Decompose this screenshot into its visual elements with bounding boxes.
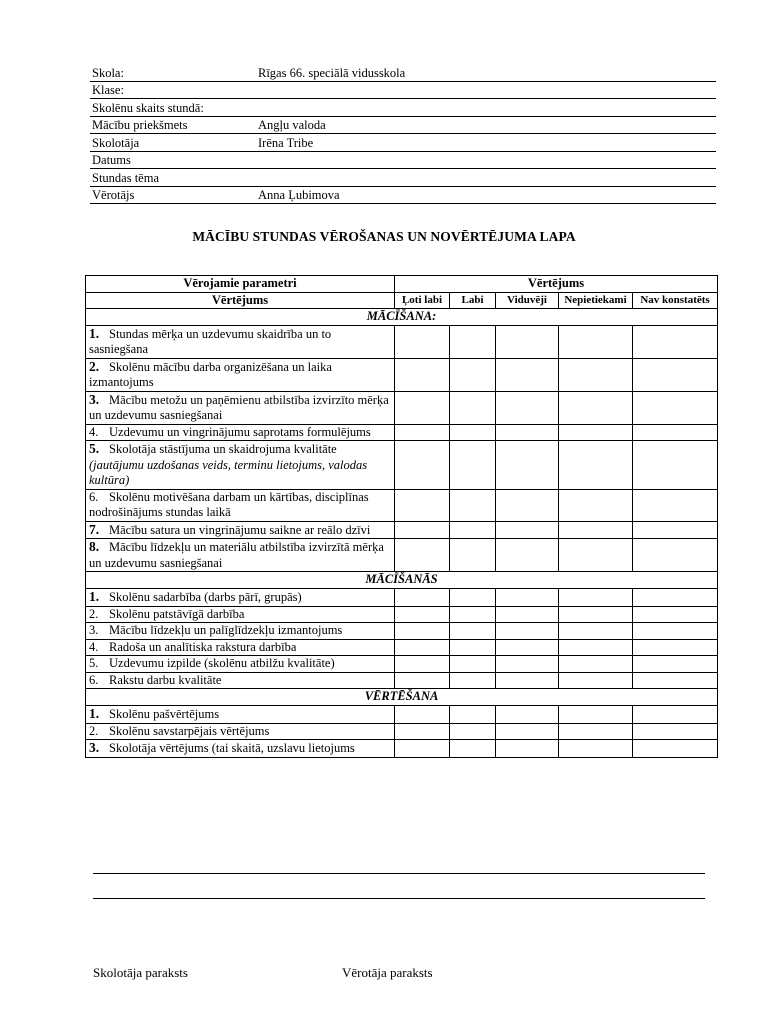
rating-cell[interactable]	[496, 391, 559, 424]
criterion-text: Mācību satura un vingrinājumu saikne ar reālo dzīvi	[109, 522, 371, 537]
rating-cell[interactable]	[633, 589, 718, 607]
criterion-number: 6.	[89, 672, 99, 687]
rating-cell[interactable]	[496, 358, 559, 391]
rating-cell[interactable]	[559, 706, 633, 724]
table-row	[86, 325, 718, 358]
rating-cell[interactable]	[450, 539, 496, 572]
info-row-class	[90, 81, 716, 99]
criterion-number: 3.	[89, 391, 100, 407]
rating-cell[interactable]	[633, 391, 718, 424]
table-header-row	[86, 276, 718, 293]
rating-cell[interactable]	[450, 589, 496, 607]
rating-cell[interactable]	[633, 656, 718, 673]
rating-cell[interactable]	[559, 639, 633, 656]
rating-cell[interactable]	[450, 391, 496, 424]
observer-signature-label: Vērotāja paraksts	[342, 965, 433, 980]
table-row	[86, 723, 718, 740]
criterion-number: 5.	[89, 441, 100, 456]
info-value: Irēna Tribe	[256, 134, 716, 152]
rating-cell[interactable]	[496, 672, 559, 689]
criterion-text: Skolēnu mācību darba organizēšana un laika izmantojums	[89, 359, 332, 389]
rating-cell[interactable]	[395, 623, 450, 640]
rating-cell[interactable]	[395, 325, 450, 358]
criterion-text: Stundas mērķa un uzdevumu skaidrība un to sasniegšana	[89, 326, 332, 356]
rating-cell[interactable]	[395, 656, 450, 673]
criterion-text: Skolēnu savstarpējais vērtējums	[109, 723, 270, 738]
rating-cell[interactable]	[559, 539, 633, 572]
info-row-students	[90, 99, 716, 117]
criterion-text: Uzdevumu izpilde (skolēnu atbilžu kvalitāte)	[109, 656, 335, 670]
rating-cell[interactable]	[450, 521, 496, 539]
rating-cell[interactable]	[450, 623, 496, 640]
criterion-text: Mācību līdzekļu un materiālu atbilstība izvirzītā mērķa un uzdevumu sasniegšanai	[89, 540, 384, 570]
rating-cell[interactable]	[450, 606, 496, 623]
rating-cell[interactable]	[450, 740, 496, 758]
table-row	[86, 706, 718, 724]
rating-cell[interactable]	[559, 656, 633, 673]
section-row	[86, 308, 718, 325]
criterion-cell	[86, 723, 395, 740]
criterion-number: 4.	[89, 639, 99, 654]
rating-cell[interactable]	[559, 606, 633, 623]
info-row-observer	[90, 186, 716, 204]
table-row	[86, 740, 718, 758]
rating-cell[interactable]	[395, 424, 450, 441]
criterion-text: Skolotāja vērtējums (tai skaitā, uzslavu lietojums	[109, 741, 355, 755]
table-row	[86, 606, 718, 623]
criterion-number: 1.	[89, 325, 100, 341]
rating-cell[interactable]	[395, 723, 450, 740]
rating-cell[interactable]	[395, 740, 450, 758]
info-value: Rīgas 66. speciālā vidusskola	[256, 64, 716, 81]
comment-line	[93, 898, 705, 899]
rating-cell[interactable]	[496, 424, 559, 441]
teacher-signature-label: Skolotāja paraksts	[93, 965, 188, 980]
rating-cell[interactable]	[559, 589, 633, 607]
criterion-number: 3.	[89, 623, 99, 637]
info-label: Mācību priekšmets	[90, 116, 256, 134]
rating-cell[interactable]	[496, 606, 559, 623]
table-row	[86, 521, 718, 539]
rating-col-insufficient: Nepietiekami	[559, 292, 633, 308]
rating-cell[interactable]	[395, 706, 450, 724]
rating-cell[interactable]	[395, 441, 450, 490]
section-row	[86, 572, 718, 589]
info-value: Anna Ļubimova	[256, 186, 716, 204]
info-label: Stundas tēma	[90, 169, 256, 187]
rating-col-average: Viduvēji	[496, 292, 559, 308]
rating-cell[interactable]	[395, 539, 450, 572]
rating-subheader-row	[86, 292, 718, 308]
criterion-cell	[86, 391, 395, 424]
criterion-number: 8.	[89, 539, 100, 554]
rating-cell[interactable]	[559, 391, 633, 424]
table-row	[86, 489, 718, 521]
info-row-teacher	[90, 134, 716, 152]
criterion-text: Uzdevumu un vingrinājumu saprotams formulējums	[109, 424, 371, 439]
rating-cell[interactable]	[633, 606, 718, 623]
rating-cell[interactable]	[496, 723, 559, 740]
info-row-topic	[90, 169, 716, 187]
criterion-text: Skolēnu motivēšana darbam un kārtības, disciplīnas nodrošinājums stundas laikā	[89, 489, 369, 519]
criterion-number: 1.	[89, 589, 100, 604]
rating-cell[interactable]	[559, 424, 633, 441]
params-header: Vērojamie parametri	[86, 276, 395, 293]
criterion-text: Radoša un analītiska rakstura darbība	[109, 639, 297, 654]
section-row	[86, 689, 718, 706]
rating-cell[interactable]	[633, 723, 718, 740]
criterion-number: 2.	[89, 723, 99, 738]
rating-cell[interactable]	[450, 706, 496, 724]
criterion-text: Mācību līdzekļu un palīglīdzekļu izmantojums	[109, 623, 343, 637]
rating-header: Vērtējums	[395, 276, 718, 293]
rating-cell[interactable]	[559, 489, 633, 521]
criterion-cell	[86, 656, 395, 673]
criterion-number: 7.	[89, 521, 100, 537]
info-label: Skolotāja	[90, 134, 256, 152]
rating-cell[interactable]	[559, 441, 633, 490]
rating-cell[interactable]	[395, 521, 450, 539]
evaluation-body	[86, 308, 718, 757]
rating-cell[interactable]	[633, 489, 718, 521]
rating-cell[interactable]	[395, 672, 450, 689]
rating-col-not-observed: Nav konstatēts	[633, 292, 718, 308]
criterion-cell	[86, 325, 395, 358]
rating-cell[interactable]	[395, 358, 450, 391]
criterion-number: 1.	[89, 706, 100, 721]
info-value	[256, 151, 716, 169]
table-row	[86, 656, 718, 673]
rating-cell[interactable]	[450, 656, 496, 673]
criterion-text: Rakstu darbu kvalitāte	[109, 672, 222, 687]
criterion-cell	[86, 539, 395, 572]
criterion-number: 2.	[89, 358, 100, 374]
rating-cell[interactable]	[633, 424, 718, 441]
rating-cell[interactable]	[496, 623, 559, 640]
criterion-cell	[86, 441, 395, 490]
rating-cell[interactable]	[559, 521, 633, 539]
rating-cell[interactable]	[633, 639, 718, 656]
rating-cell[interactable]	[559, 325, 633, 358]
criterion-cell	[86, 424, 395, 441]
criterion-text: Skolotāja stāstījuma un skaidrojuma kvalitāte	[109, 442, 337, 456]
info-value	[256, 169, 716, 187]
table-row	[86, 424, 718, 441]
rating-cell[interactable]	[496, 589, 559, 607]
criterion-cell	[86, 589, 395, 607]
rating-cell[interactable]	[450, 489, 496, 521]
criterion-cell	[86, 521, 395, 539]
rating-cell[interactable]	[633, 672, 718, 689]
criterion-cell	[86, 639, 395, 656]
info-value: Angļu valoda	[256, 116, 716, 134]
criterion-number: 4.	[89, 424, 99, 439]
criterion-cell	[86, 358, 395, 391]
rating-cell[interactable]	[450, 325, 496, 358]
rating-cell[interactable]	[496, 539, 559, 572]
info-label: Vērotājs	[90, 186, 256, 204]
rating-subheader-label: Vērtējums	[86, 292, 395, 308]
table-row	[86, 539, 718, 572]
rating-cell[interactable]	[633, 521, 718, 539]
rating-cell[interactable]	[450, 672, 496, 689]
rating-cell[interactable]	[496, 325, 559, 358]
comment-line	[93, 873, 705, 874]
rating-cell[interactable]	[496, 521, 559, 539]
info-table	[90, 64, 716, 204]
rating-cell[interactable]	[559, 740, 633, 758]
rating-cell[interactable]	[450, 723, 496, 740]
criterion-cell	[86, 623, 395, 640]
info-label: Skolēnu skaits stundā:	[90, 99, 256, 117]
rating-cell[interactable]	[633, 441, 718, 490]
table-row	[86, 391, 718, 424]
page-title: MĀCĪBU STUNDAS VĒROŠANAS UN NOVĒRTĒJUMA LAPA	[192, 229, 576, 244]
info-label: Datums	[90, 151, 256, 169]
rating-cell[interactable]	[395, 391, 450, 424]
rating-cell[interactable]	[559, 723, 633, 740]
rating-cell[interactable]	[450, 639, 496, 656]
rating-cell[interactable]	[496, 740, 559, 758]
section-title: MĀCĪŠANĀS	[86, 572, 718, 589]
section-title: MĀCĪŠANA:	[86, 308, 718, 325]
criterion-number: 5.	[89, 656, 99, 670]
table-row	[86, 358, 718, 391]
rating-cell[interactable]	[633, 539, 718, 572]
rating-cell[interactable]	[395, 489, 450, 521]
criterion-cell	[86, 672, 395, 689]
table-row	[86, 672, 718, 689]
rating-cell[interactable]	[450, 441, 496, 490]
info-label: Skola:	[90, 64, 256, 81]
table-row	[86, 441, 718, 490]
section-title: VĒRTĒŠANA	[86, 689, 718, 706]
rating-cell[interactable]	[496, 706, 559, 724]
rating-cell[interactable]	[395, 606, 450, 623]
criterion-cell	[86, 606, 395, 623]
rating-cell[interactable]	[633, 325, 718, 358]
rating-col-very-good: Ļoti labi	[395, 292, 450, 308]
rating-cell[interactable]	[633, 623, 718, 640]
rating-cell[interactable]	[559, 358, 633, 391]
rating-cell[interactable]	[633, 358, 718, 391]
rating-cell[interactable]	[395, 639, 450, 656]
criterion-number: 3.	[89, 740, 100, 755]
info-value	[256, 99, 716, 117]
rating-cell[interactable]	[496, 489, 559, 521]
criterion-cell	[86, 740, 395, 758]
criterion-number: 6.	[89, 489, 99, 504]
rating-cell[interactable]	[559, 623, 633, 640]
table-row	[86, 639, 718, 656]
rating-cell[interactable]	[559, 672, 633, 689]
criterion-cell	[86, 489, 395, 521]
rating-cell[interactable]	[633, 740, 718, 758]
rating-cell[interactable]	[496, 441, 559, 490]
table-row	[86, 589, 718, 607]
rating-cell[interactable]	[633, 706, 718, 724]
info-label: Klase:	[90, 81, 256, 99]
criterion-text: Mācību metožu un paņēmienu atbilstība izvirzīto mērķa un uzdevumu sasniegšanai	[89, 392, 389, 422]
info-row-school	[90, 64, 716, 81]
rating-cell[interactable]	[395, 589, 450, 607]
info-value	[256, 81, 716, 99]
evaluation-table	[85, 275, 718, 758]
table-row	[86, 623, 718, 640]
rating-cell[interactable]	[450, 358, 496, 391]
criterion-text: Skolēnu sadarbība (darbs pārī, grupās)	[109, 590, 302, 604]
criterion-text: Skolēnu patstāvīgā darbība	[109, 606, 245, 621]
criterion-text: Skolēnu pašvērtējums	[109, 707, 220, 721]
rating-cell[interactable]	[496, 656, 559, 673]
info-row-date	[90, 151, 716, 169]
criterion-note: (jautājumu uzdošanas veids, terminu lietojums, valodas kultūra)	[89, 457, 368, 487]
criterion-cell	[86, 706, 395, 724]
rating-col-good: Labi	[450, 292, 496, 308]
info-row-subject	[90, 116, 716, 134]
rating-cell[interactable]	[450, 424, 496, 441]
criterion-number: 2.	[89, 606, 99, 621]
rating-cell[interactable]	[496, 639, 559, 656]
